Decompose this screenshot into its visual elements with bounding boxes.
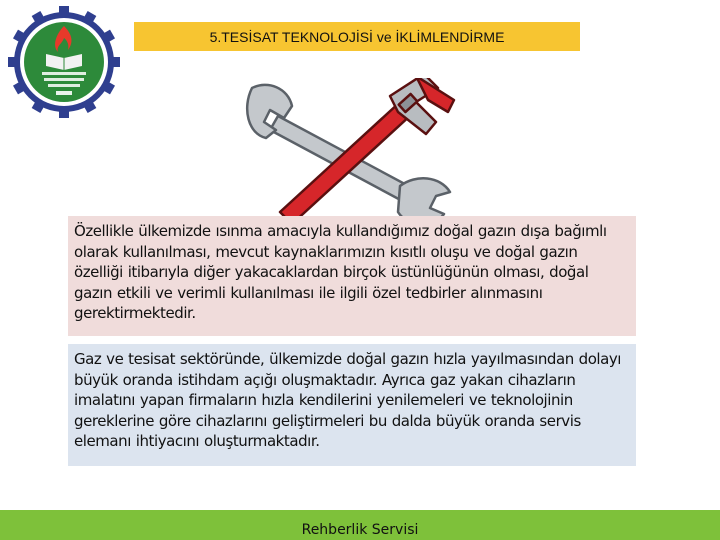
- paragraph-panel-2: [68, 344, 636, 466]
- page-title: 5.TESİSAT TEKNOLOJİSİ ve İKLİMLENDİRME: [209, 28, 505, 45]
- paragraph-2-text: Gaz ve tesisat sektöründe, ülkemizde doğal gazın hızla yayılmasından dolayı büyük oranda istihdam açığı oluşmaktadır. Ayrıca gaz yakan cihazların imalatını yapan firmaların hızla kendilerini yenilemeleri ve teknolojinin gereklerine göre cihazlarını geliştirmeleri bu dalda büyük oranda servis elemanı ihtiyacını oluşturmaktadır.: [74, 350, 622, 450]
- paragraph-panel-1: [68, 216, 636, 336]
- school-seal-logo: [6, 4, 122, 120]
- footer-label: Rehberlik Servisi: [301, 522, 419, 538]
- footer-bar: [0, 510, 720, 540]
- title-bar: [134, 22, 580, 51]
- wrench-and-pipe-wrench-icon: [240, 78, 470, 228]
- paragraph-1-text: Özellikle ülkemizde ısınma amacıyla kullandığımız doğal gazın dışa bağımlı olarak kullanılması, mevcut kaynaklarımızın kısıtlı oluşu ve doğal gazın özelliği itibarıyla diğer yakacaklardan birçok üstünlüğünün olması, doğal gazın etkili ve verimli kullanılması ile ilgili özel tedbirler alınmasını gerektirmektedir.: [74, 222, 607, 322]
